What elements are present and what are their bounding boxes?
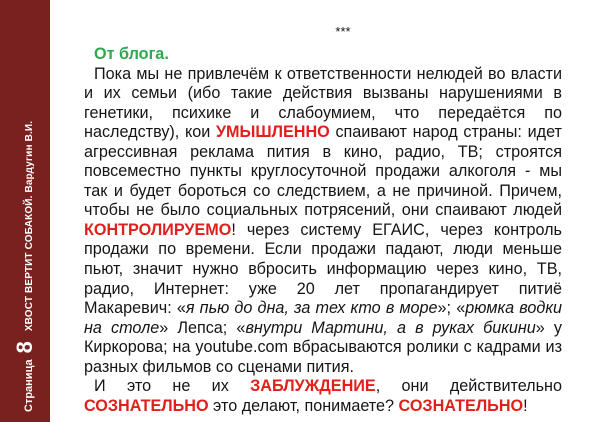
quote-text: я пью до дна, за тех кто в море [185,299,438,318]
document-body [84,24,562,416]
text-run: » Лепса; « [159,318,246,337]
emphasis-text: УМЫШЛЕННО [215,123,330,142]
paragraph-1 [84,65,562,378]
emphasis-text: СОЗНАТЕЛЬНО [84,396,209,415]
text-run: ! через систему ЕГАИС, через контроль продажи по времени. Если продажи падают, люди меньше пьют, значит нужно вбросить информацию через кино, ТВ, радио, Интернет: уже 20 лет пропагандирует питиё Макаревич: « [84,220,562,318]
emphasis-text: СОЗНАТЕЛЬНО [398,396,524,415]
paragraph-2 [84,377,562,416]
page-sidebar [0,0,50,422]
text-run: »; « [437,299,466,318]
text-run: это делают, понимаете? [208,396,399,415]
text-run: И это не их [94,377,251,396]
page-word: Страница [23,359,35,412]
text-run: , они действительно [375,377,562,396]
emphasis-text: КОНТРОЛИРУЕМО [84,220,232,239]
book-title: ХВОСТ ВЕРТИТ СОБАКОЙ. Вардугин В.И. [24,120,35,332]
quote-text: внутри Мартини, а в руках бикини [245,318,536,337]
text-run: » у Киркорова; на youtube.com вбрасываются ролики с кадрами из разных фильмов со сценами пития. [84,318,562,376]
text-run: Пока мы не привлечём к ответственности нелюдей во власти и их семьи (ибо такие действия вызваны нарушениями в генетики, психике и слабоумием, что передаётся по наследству), кои [84,64,562,142]
emphasis-text: ЗАБЛУЖДЕНИЕ [250,377,376,396]
text-run: ! [523,396,528,415]
page-number: 8 [12,341,37,354]
section-separator: *** [335,24,351,39]
text-run: спаивают народ страны: идет агрессивная реклама пития в кино, радио, ТВ; строятся повсеместно пункты круглосуточной продажи алкоголя - мы так и будет бороться со следствием, а не причиной. Причем, чтобы не было социальных потрясений, они спаивают людей [84,123,562,220]
sidebar-caption [12,121,38,412]
quote-text: рюмка водки на столе [84,299,562,337]
section-heading: От блога. [94,45,169,63]
